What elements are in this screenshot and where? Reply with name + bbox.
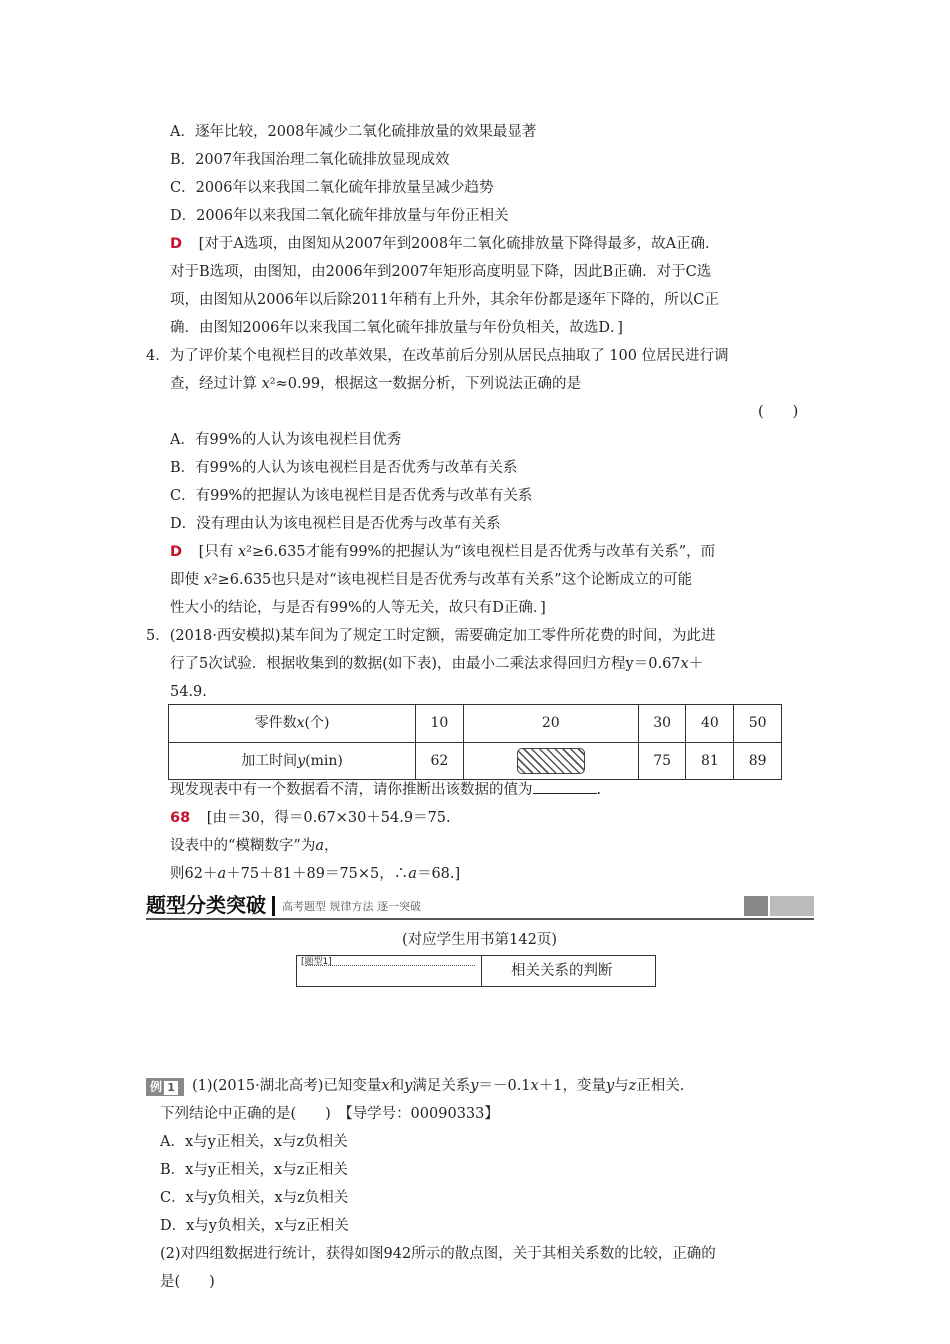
banner-decor-block — [744, 896, 768, 916]
type-tag: [题型1] — [301, 957, 332, 967]
banner-divider — [272, 896, 275, 916]
q4-option-c: C．有99%的把握认为该电视栏目是否优秀与改革有关系 — [170, 488, 533, 504]
q5-explanation-line-2: 设表中的“模糊数字”为a， — [170, 838, 339, 854]
banner-decor-block — [770, 896, 814, 916]
q5-stem-line-3: 54.9. — [170, 684, 207, 700]
q4-explanation-line-1: D [只有 x²≥6.635才能有99%的把握认为“该电视栏目是否优秀与改革有关系”，而 — [170, 544, 716, 560]
section-subtitle: 高考题型 规律方法 逐一突破 — [282, 900, 421, 913]
q4-answer: D — [170, 544, 183, 560]
table-cell: 75 — [638, 742, 686, 780]
q4-option-d: D．没有理由认为该电视栏目是否优秀与改革有关系 — [170, 516, 501, 532]
q4-answer-paren: ( ) — [758, 404, 799, 420]
section-banner — [146, 893, 814, 920]
q3-explanation-line-2: 对于B选项，由图知，由2006年到2007年矩形高度明显下降，因此B正确．对于C选 — [170, 264, 712, 280]
table-cell: 50 — [734, 705, 782, 743]
q5-explanation-line-3: 则62＋a＋75＋81＋89＝75×5，∴a＝68.] — [170, 866, 461, 882]
example-part1-line-2: 下列结论中正确的是( ) 【导学号：00090333】 — [160, 1106, 499, 1122]
q5-data-table — [168, 704, 782, 780]
table-row — [169, 705, 782, 743]
q3-option-b: B．2007年我国治理二氧化硫排放显现成效 — [170, 152, 450, 168]
blurred-cell — [463, 742, 638, 780]
q5-explanation-line-1: 68 [由＝30，得＝0.67×30＋54.9＝75. — [170, 810, 451, 826]
q3-option-c: C．2006年以来我国二氧化硫年排放量呈减少趋势 — [170, 180, 494, 196]
question-type-box — [296, 955, 656, 987]
table-cell: 10 — [416, 705, 464, 743]
q3-option-a: A．逐年比较，2008年减少二氧化硫排放量的效果最显著 — [170, 124, 537, 140]
q3-option-d: D．2006年以来我国二氧化硫年排放量与年份正相关 — [170, 208, 509, 224]
example-option-a: A．x与y正相关，x与z负相关 — [160, 1134, 348, 1150]
table-row — [169, 742, 782, 780]
dotted-rule — [305, 965, 475, 966]
table-cell: 62 — [416, 742, 464, 780]
book-reference: (对应学生用书第142页) — [402, 932, 557, 948]
q4-stem-line-2: 查，经过计算 x²≈0.99，根据这一数据分析，下列说法正确的是 — [170, 376, 582, 392]
q3-explanation-line-4: 确．由图知2006年以来我国二氧化硫年排放量与年份负相关，故选D．] — [170, 320, 623, 336]
example-part1-line-1: (1)(2015·湖北高考)已知变量x和y满足关系y＝－0.1x＋1，变量y与z正相关. — [192, 1078, 685, 1094]
table-cell: 89 — [734, 742, 782, 780]
section-title: 题型分类突破 — [146, 893, 266, 917]
example-option-b: B．x与y正相关，x与z正相关 — [160, 1162, 348, 1178]
table-cell: 40 — [686, 705, 734, 743]
example-option-c: C．x与y负相关，x与z负相关 — [160, 1190, 349, 1206]
table-header-cell: 零件数x(个) — [169, 705, 416, 743]
q5-stem-line-1: 5．(2018·西安模拟)某车间为了规定工时定额，需要确定加工零件所花费的时间，为此进 — [146, 628, 716, 644]
table-cell: 20 — [463, 705, 638, 743]
answer-blank — [533, 777, 597, 794]
q4-explanation-line-2: 即使 x²≥6.635也只是对“该电视栏目是否优秀与改革有关系”这个论断成立的可能 — [170, 572, 693, 588]
box-divider — [481, 956, 482, 986]
q3-explanation-line-3: 项，由图知从2006年以后除2011年稍有上升外，其余年份都是逐年下降的，所以C正 — [170, 292, 719, 308]
example-option-d: D．x与y负相关，x与z正相关 — [160, 1218, 349, 1234]
q3-answer: D — [170, 236, 183, 252]
q4-option-b: B．有99%的人认为该电视栏目是否优秀与改革有关系 — [170, 460, 518, 476]
q5-question-line: 现发现表中有一个数据看不清，请你推断出该数据的值为 . — [170, 776, 601, 804]
table-cell: 81 — [686, 742, 734, 780]
table-cell: 30 — [638, 705, 686, 743]
q4-stem-line-1: 4．为了评价某个电视栏目的改革效果，在改革前后分别从居民点抽取了 100 位居民进行调 — [146, 348, 729, 364]
q3-explanation-line-1: D [对于A选项，由图知从2007年到2008年二氧化硫排放量下降得最多，故A正确． — [170, 236, 720, 252]
example-part2-line-1: (2)对四组数据进行统计，获得如图942所示的散点图，关于其相关系数的比较，正确的 — [160, 1246, 716, 1262]
type-title: 相关关系的判断 — [511, 963, 613, 979]
q4-option-a: A．有99%的人认为该电视栏目优秀 — [170, 432, 402, 448]
q5-stem-line-2: 行了5次试验．根据收集到的数据(如下表)，由最小二乘法求得回归方程y＝0.67x＋ — [170, 656, 704, 672]
example-badge: 例 1 — [146, 1078, 184, 1096]
example-part2-line-2: 是( ) — [160, 1274, 215, 1290]
q4-explanation-line-3: 性大小的结论，与是否有99%的人等无关，故只有D正确．] — [170, 600, 546, 616]
q5-answer: 68 — [170, 810, 191, 826]
table-header-cell: 加工时间y(min) — [169, 742, 416, 780]
blur-hatch-icon — [517, 748, 585, 774]
